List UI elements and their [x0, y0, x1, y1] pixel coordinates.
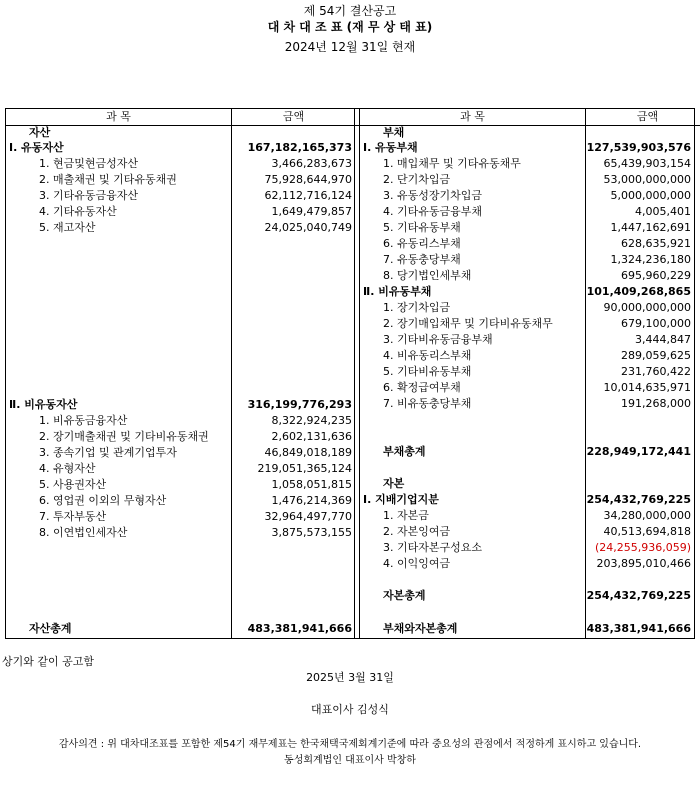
right-label: Ⅰ. 지배기업지분 — [363, 493, 439, 506]
right-label: 부채와자본총계 — [383, 622, 458, 635]
notice-date: 2025년 3월 31일 — [306, 671, 394, 684]
left-amount: 316,199,776,293 — [247, 398, 352, 411]
left-amount: 32,964,497,770 — [264, 510, 352, 523]
right-label: 4. 비유동리스부채 — [383, 349, 472, 362]
right-row — [6, 493, 696, 507]
right-label: 3. 기타자본구성요소 — [383, 541, 482, 554]
right-amount: (24,255,936,059) — [594, 541, 691, 554]
left-amount: 1,649,479,857 — [271, 205, 352, 218]
right-row — [6, 189, 696, 203]
left-amount: 483,381,941,666 — [247, 622, 352, 635]
left-amount: 2,602,131,636 — [271, 430, 352, 443]
right-amount: 228,949,172,441 — [586, 445, 691, 458]
announcement-title: 제 54기 결산공고 — [303, 4, 397, 18]
right-row — [6, 622, 696, 636]
left-row — [6, 462, 696, 476]
left-amount: 1,476,214,369 — [271, 494, 352, 507]
right-amount: 4,005,401 — [635, 205, 691, 218]
right-row — [6, 589, 696, 603]
right-label: 7. 유동충당부채 — [383, 253, 461, 266]
left-label: 6. 영업권 이외의 무형자산 — [39, 494, 167, 507]
left-amount: 167,182,165,373 — [247, 141, 352, 154]
right-label: 2. 자본잉여금 — [383, 525, 451, 538]
right-row — [6, 509, 696, 523]
left-label: 자산 — [29, 126, 51, 139]
right-row — [6, 477, 696, 491]
right-label: 6. 유동리스부채 — [383, 237, 461, 250]
right-row — [6, 253, 696, 267]
right-amount: 53,000,000,000 — [603, 173, 691, 186]
right-label: 2. 장기매입채무 및 기타비유동채무 — [383, 317, 553, 330]
right-row — [6, 205, 696, 219]
right-row — [6, 237, 696, 251]
right-row — [6, 333, 696, 347]
right-label: 부채 — [383, 126, 405, 139]
right-item-header: 과 목 — [360, 109, 585, 126]
right-amount: 695,960,229 — [621, 269, 691, 282]
left-amount: 75,928,644,970 — [264, 173, 352, 186]
right-amount: 101,409,268,865 — [586, 285, 691, 298]
right-label: 부채총계 — [383, 445, 426, 458]
right-label: Ⅱ. 비유동부채 — [363, 285, 432, 298]
left-label: 8. 이연법인세자산 — [39, 526, 128, 539]
statement-title: 대 차 대 조 표 (재 무 상 태 표) — [267, 20, 433, 34]
right-row — [6, 525, 696, 539]
left-label: 1. 비유동금융자산 — [39, 414, 128, 427]
right-row — [6, 317, 696, 331]
right-amount: 231,760,422 — [621, 365, 691, 378]
right-row — [6, 221, 696, 235]
notice-text: 상기와 같이 공고함 — [2, 655, 95, 668]
right-row — [6, 365, 696, 379]
left-row — [6, 414, 696, 428]
right-row — [6, 541, 696, 555]
left-label: 자산총계 — [29, 622, 72, 635]
right-amount: 254,432,769,225 — [586, 589, 691, 602]
right-amount: 40,513,694,818 — [603, 525, 691, 538]
right-amount — [586, 126, 691, 140]
right-amount: 628,635,921 — [621, 237, 691, 250]
left-amount-header: 금액 — [232, 109, 355, 126]
right-row — [6, 173, 696, 187]
right-amount: 191,268,000 — [621, 397, 691, 410]
right-row — [6, 349, 696, 363]
audit-opinion: 감사의견 : 위 대차대조표를 포함한 제54기 재무제표는 한국채택국제회계기준에 따라 중요성의 관점에서 적정하게 표시하고 있습니다. — [58, 739, 642, 750]
right-label: 6. 확정급여부채 — [383, 381, 461, 394]
left-amount: 62,112,716,124 — [264, 189, 352, 202]
left-amount: 3,875,573,155 — [271, 526, 352, 539]
right-amount: 65,439,903,154 — [603, 157, 691, 170]
right-row — [6, 381, 696, 395]
right-label: 4. 이익잉여금 — [383, 557, 451, 570]
right-amount: 90,000,000,000 — [603, 301, 691, 314]
right-row — [6, 301, 696, 315]
right-label: 1. 매입채무 및 기타유동채무 — [383, 157, 521, 170]
right-row — [6, 445, 696, 459]
statement-date: 2024년 12월 31일 현재 — [284, 40, 416, 54]
right-label: Ⅰ. 유동부채 — [363, 141, 418, 154]
right-amount — [586, 477, 691, 491]
right-label: 4. 기타유동금융부채 — [383, 205, 482, 218]
right-amount: 1,324,236,180 — [610, 253, 691, 266]
left-amount: 219,051,365,124 — [257, 462, 352, 475]
right-amount: 127,539,903,576 — [586, 141, 691, 154]
left-amount: 1,058,051,815 — [271, 478, 352, 491]
right-label: 7. 비유동충당부채 — [383, 397, 472, 410]
ceo-signature: 대표이사 김성식 — [311, 703, 389, 716]
right-label: 5. 기타유동부채 — [383, 221, 461, 234]
right-label: 3. 유동성장기차입금 — [383, 189, 482, 202]
right-amount: 5,000,000,000 — [610, 189, 691, 202]
right-amount: 289,059,625 — [621, 349, 691, 362]
right-amount: 483,381,941,666 — [586, 622, 691, 635]
left-amount: 46,849,018,189 — [264, 446, 352, 459]
left-label: Ⅰ. 유동자산 — [9, 141, 64, 154]
right-amount: 203,895,010,466 — [596, 557, 691, 570]
left-label: 2. 장기매출채권 및 기타비유동채권 — [39, 430, 209, 443]
right-amount: 10,014,635,971 — [603, 381, 691, 394]
right-row — [6, 126, 696, 140]
left-label: 1. 현금및현금성자산 — [39, 157, 138, 170]
left-label: 7. 투자부동산 — [39, 510, 107, 523]
right-label: 1. 자본금 — [383, 509, 429, 522]
right-amount: 34,280,000,000 — [603, 509, 691, 522]
left-label: 5. 재고자산 — [39, 221, 96, 234]
balance-sheet-table — [5, 108, 695, 639]
left-label: 3. 기타유동금융자산 — [39, 189, 138, 202]
left-label: 5. 사용권자산 — [39, 478, 107, 491]
right-label: 자본 — [383, 477, 405, 490]
right-label: 8. 당기법인세부채 — [383, 269, 472, 282]
right-label: 1. 장기차입금 — [383, 301, 451, 314]
left-amount: 8,322,924,235 — [271, 414, 352, 427]
left-label: Ⅱ. 비유동자산 — [9, 398, 78, 411]
left-label: 2. 매출채권 및 기타유동채권 — [39, 173, 177, 186]
left-label: 3. 종속기업 및 관계기업투자 — [39, 446, 177, 459]
left-amount: 24,025,040,749 — [264, 221, 352, 234]
right-row — [6, 557, 696, 571]
right-amount: 679,100,000 — [621, 317, 691, 330]
right-label: 2. 단기차입금 — [383, 173, 451, 186]
auditor-name: 동성회계법인 대표이사 박창하 — [284, 755, 416, 766]
right-label: 3. 기타비유동금융부채 — [383, 333, 493, 346]
right-label: 자본총계 — [383, 589, 426, 602]
left-label: 4. 유형자산 — [39, 462, 96, 475]
right-amount: 1,447,162,691 — [610, 221, 691, 234]
left-row — [6, 430, 696, 444]
left-label: 4. 기타유동자산 — [39, 205, 117, 218]
right-row — [6, 397, 696, 411]
left-amount: 3,466,283,673 — [271, 157, 352, 170]
right-amount-header: 금액 — [586, 109, 700, 126]
right-amount: 254,432,769,225 — [586, 493, 691, 506]
right-row — [6, 285, 696, 299]
right-row — [6, 157, 696, 171]
right-amount: 3,444,847 — [635, 333, 691, 346]
right-row — [6, 141, 696, 155]
left-item-header: 과 목 — [6, 109, 231, 126]
right-row — [6, 269, 696, 283]
right-label: 5. 기타비유동부채 — [383, 365, 472, 378]
